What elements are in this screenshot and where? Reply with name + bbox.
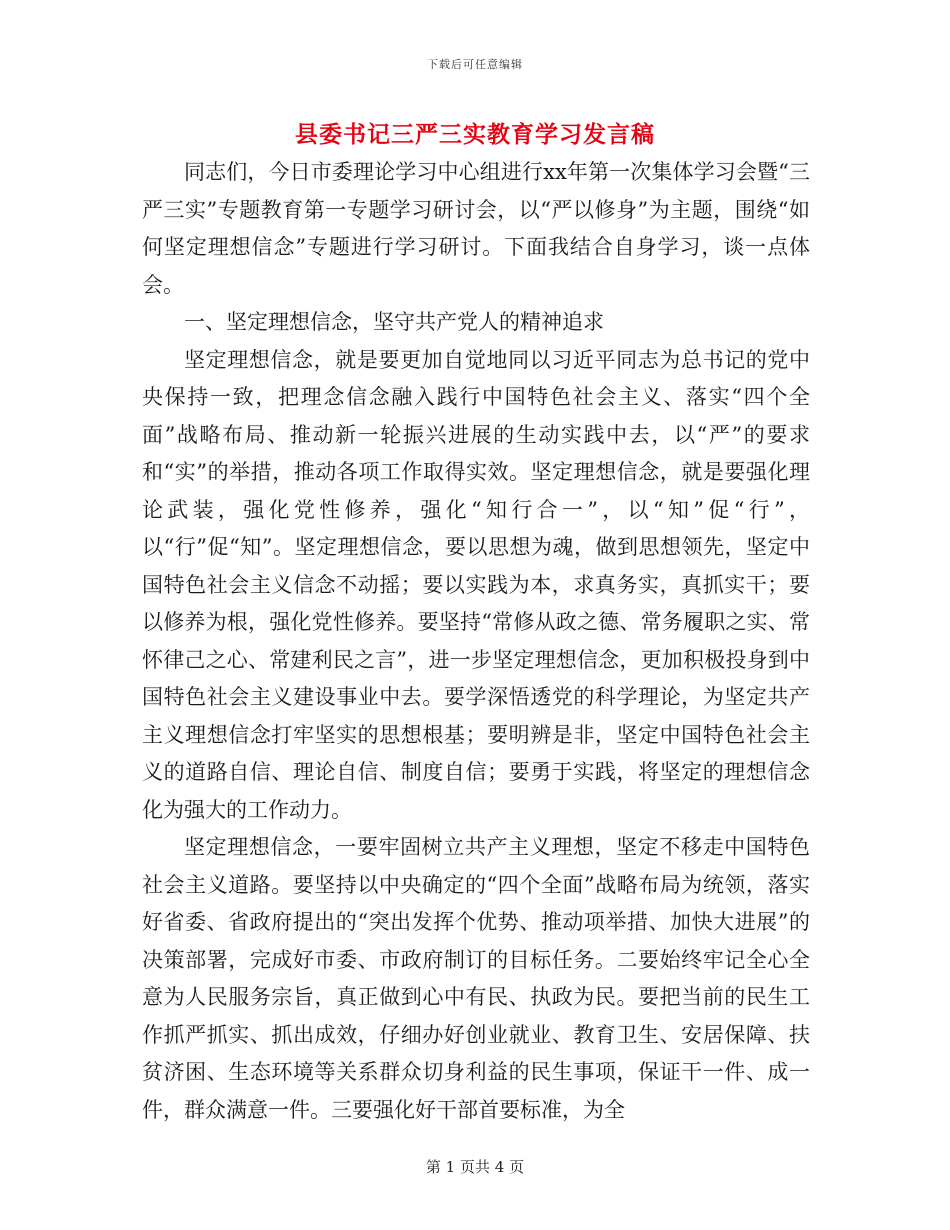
paragraph-body: 坚定理想信念，一要牢固树立共产主义理想，坚定不移走中国特色社会主义道路。要坚持以中央确定的“四个全面”战略布局为统领，落实好省委、省政府提出的“突出发挥个优势、推动项举措、加快大进展”的决策部署，完成好市委、市政府制订的目标任务。二要始终牢记全心全意为人民服务宗旨，真正做到心中有民、执政为民。要把当前的民生工作抓严抓实、抓出成效，仔细办好创业就业、教育卫生、安居保障、扶贫济困、生态环境等关系群众切身利益的民生事项，保证干一件、成一件，群众满意一件。三要强化好干部首要标准，为全 [142, 835, 810, 1122]
document-title: 县委书记三严三实教育学习发言稿 [295, 121, 655, 148]
paragraph-body: 坚定理想信念，就是要更加自觉地同以习近平同志为总书记的党中央保持一致，把理念信念融入践行中国特色社会主义、落实“四个全面”战略布局、推动新一轮振兴进展的生动实践中去，以“严”的要求和“实”的举措，推动各项工作取得实效。坚定理想信念，就是要强化理论武装，强化党性修养，强化“知行合一”，以“知”促“行”，以“行”促“知”。坚定理想信念，要以思想为魂，做到思想领先，坚定中国特色社会主义信念不动摇；要以实践为本，求真务实，真抓实干；要以修养为根，强化党性修养。要坚持“常修从政之德、常务履职之实、常怀律己之心、常建利民之言”，进一步坚定理想信念，更加积极投身到中国特色社会主义建设事业中去。要学深悟透党的科学理论，为坚定共产主义理想信念打牢坚实的思想根基；要明辨是非，坚定中国特色社会主义的道路自信、理论自信、制度自信；要勇于实践，将坚定的理想信念化为强大的工作动力。 [142, 347, 810, 822]
header-note: 下载后可任意编辑 [427, 58, 523, 71]
paragraph-intro: 同志们，今日市委理论学习中心组进行xx年第一次集体学习会暨“三严三实”专题教育第一专题学习研讨会，以“严以修身”为主题，围绕“如何坚定理想信念”专题进行学习研讨。下面我结合自身学习，谈一点体会。 [142, 160, 810, 297]
page-number: 第 1 页共 4 页 [425, 1158, 525, 1176]
section-heading: 一、坚定理想信念，坚守共产党人的精神追求 [184, 310, 604, 334]
document-body [142, 154, 810, 1129]
